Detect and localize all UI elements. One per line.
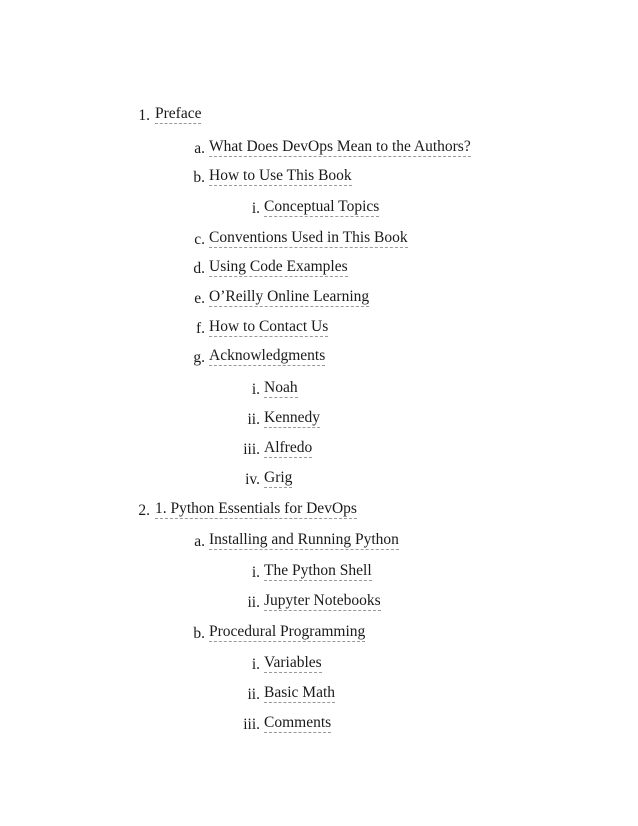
toc-link-installing-python[interactable]: Installing and Running Python (209, 531, 399, 548)
toc-link-contact-us[interactable]: How to Contact Us (209, 318, 329, 335)
toc-link-comments[interactable]: Comments (264, 714, 332, 731)
toc-link-how-to-use[interactable]: How to Use This Book (209, 167, 352, 184)
toc-link-online-learning[interactable]: O’Reilly Online Learning (209, 288, 370, 305)
toc-marker: d. (193, 260, 205, 277)
toc-marker: ii. (247, 594, 260, 611)
toc-marker: iv. (245, 471, 260, 488)
toc-link-kennedy[interactable]: Kennedy (264, 409, 320, 426)
toc-marker: ii. (247, 411, 260, 428)
toc-link-jupyter-notebooks[interactable]: Jupyter Notebooks (264, 592, 381, 609)
toc-link-python-shell[interactable]: The Python Shell (264, 562, 372, 579)
toc-link-grig[interactable]: Grig (264, 469, 293, 486)
toc-link-devops-meaning[interactable]: What Does DevOps Mean to the Authors? (209, 138, 471, 155)
toc-marker: a. (194, 140, 205, 157)
toc-link-alfredo[interactable]: Alfredo (264, 439, 313, 456)
toc-link-preface[interactable]: Preface (155, 105, 202, 122)
toc-link-conventions[interactable]: Conventions Used in This Book (209, 229, 408, 246)
toc-marker: e. (194, 290, 205, 307)
toc-link-noah[interactable]: Noah (264, 379, 298, 396)
toc-marker: a. (194, 533, 205, 550)
toc-link-basic-math[interactable]: Basic Math (264, 684, 336, 701)
toc-link-python-essentials[interactable]: 1. Python Essentials for DevOps (155, 500, 357, 517)
toc-link-code-examples[interactable]: Using Code Examples (209, 258, 348, 275)
toc-link-acknowledgments[interactable]: Acknowledgments (209, 347, 326, 364)
toc-marker: f. (195, 320, 205, 337)
toc-marker: i. (251, 200, 260, 217)
toc-marker: b. (193, 625, 205, 642)
toc-link-conceptual-topics[interactable]: Conceptual Topics (264, 198, 380, 215)
toc-marker: 2. (138, 502, 150, 519)
toc-link-procedural-programming[interactable]: Procedural Programming (209, 623, 366, 640)
toc-marker: iii. (243, 716, 260, 733)
toc-marker: ii. (247, 686, 260, 703)
toc-marker: i. (251, 656, 260, 673)
toc-link-variables[interactable]: Variables (264, 654, 322, 671)
toc-marker: iii. (243, 441, 260, 458)
toc-marker: i. (251, 564, 260, 581)
toc-marker: b. (193, 169, 205, 186)
toc-marker: c. (194, 231, 205, 248)
toc-marker: 1. (138, 107, 150, 124)
toc-marker: i. (251, 381, 260, 398)
toc-marker: g. (193, 349, 205, 366)
